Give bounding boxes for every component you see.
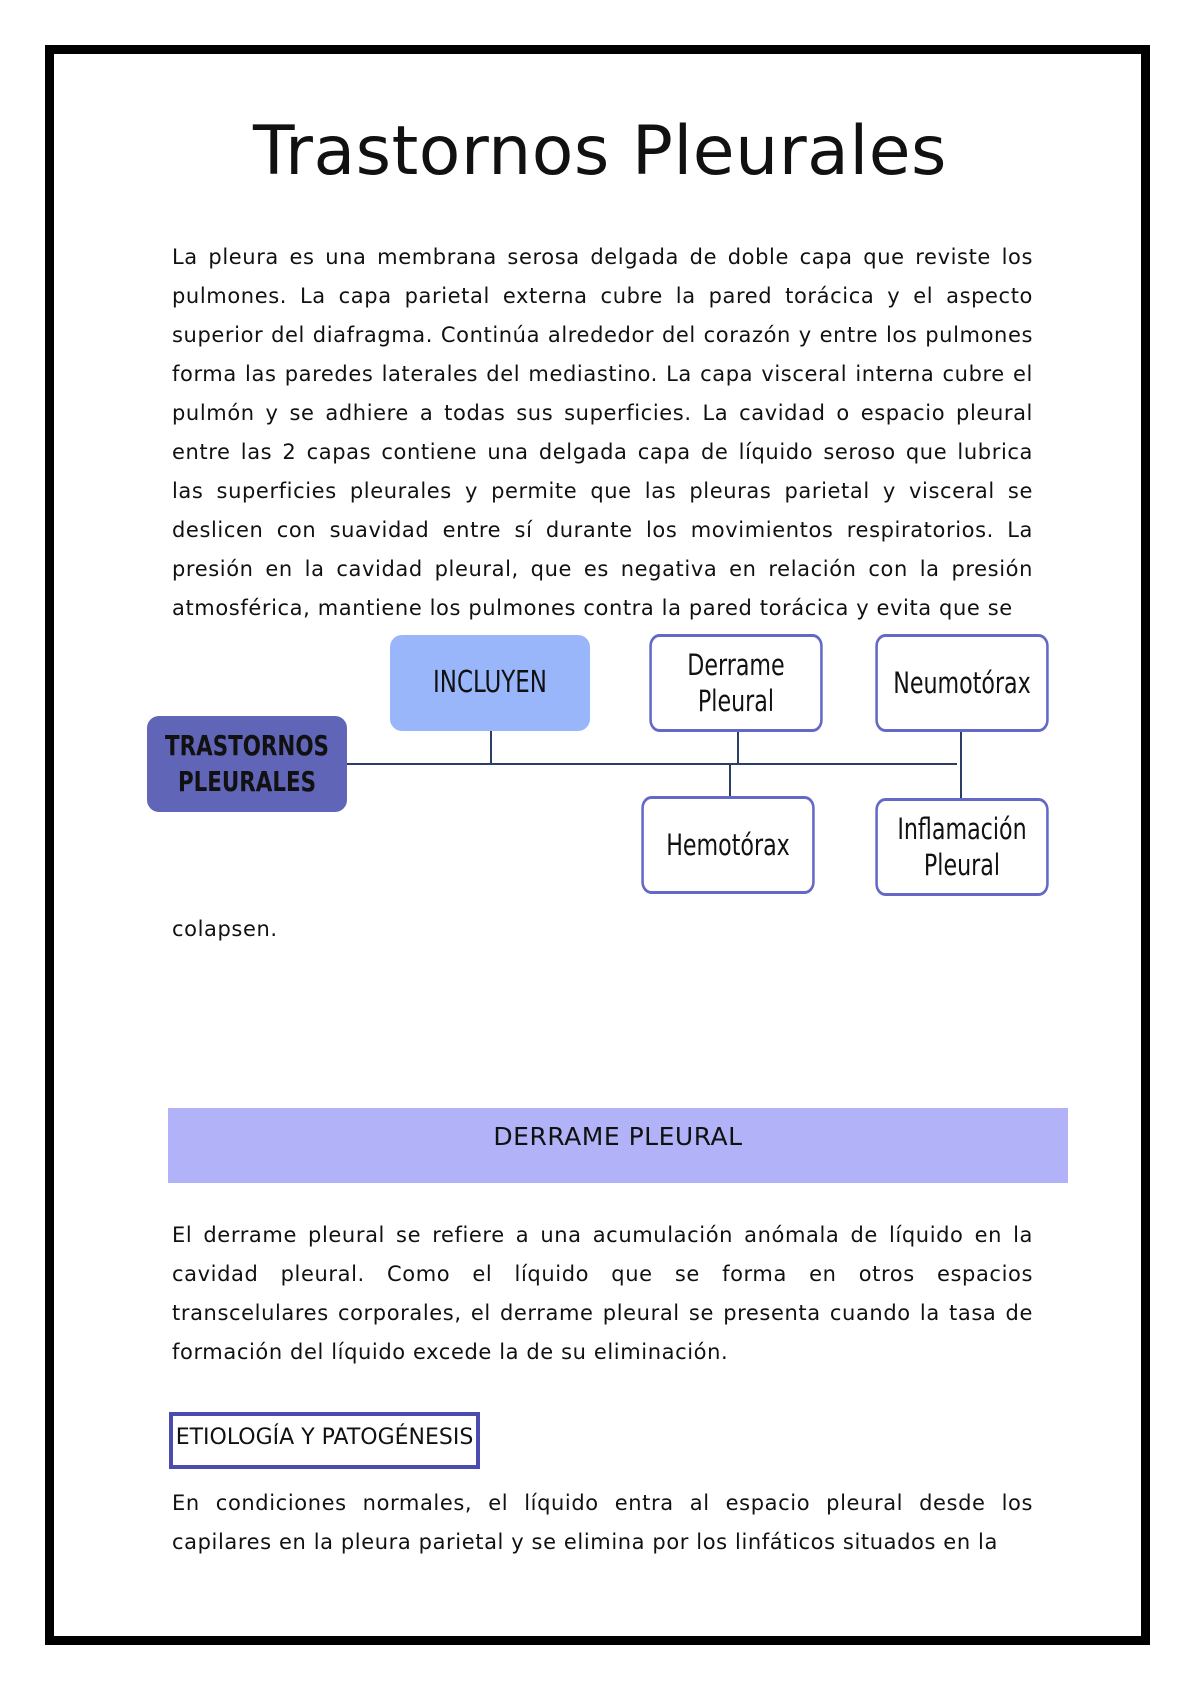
intro-paragraph: La pleura es una membrana serosa delgada de doble capa que reviste los pulmones. La capa parietal externa cubre la pared torácica y el aspecto superior del diafragma. Continúa alrededor del corazón y entre los pulmones forma las paredes laterales del mediastino. La capa visceral interna cubre el pulmón y se adhiere a todas sus superficies. La cavidad o espacio pleural entre las 2 capas contiene una delgada capa de líquido seroso que lubrica las superficies pleurales y permite que las pleuras parietal y visceral se deslicen con suavidad entre sí durante los movimientos respiratorios. La presión en la cavidad pleural, que es negativa en relación con la presión atmosférica, mantiene los pulmones contra la pared torácica y evita que se bbox=[172, 245, 1033, 620]
item-node-hemotorax-label: Hemotórax bbox=[666, 828, 790, 862]
section-banner-title: DERRAME PLEURAL bbox=[493, 1122, 743, 1151]
connector-neumotorax bbox=[960, 731, 962, 764]
connector-inflamacion bbox=[960, 764, 962, 798]
item-node-neumotorax-label: Neumotórax bbox=[893, 666, 1031, 700]
connector-hemotorax bbox=[729, 764, 731, 796]
item-node-derrame bbox=[649, 634, 822, 732]
item-node-inflamacion bbox=[875, 798, 1048, 896]
item-node-inflamacion-label: Inflamación Pleural bbox=[897, 812, 1027, 882]
etiologia-paragraph: En condiciones normales, el líquido entra al espacio pleural desde los capilares en la pleura parietal y se elimina por los linfáticos situados en la bbox=[172, 1491, 1033, 1554]
page-title: Trastornos Pleurales bbox=[253, 112, 947, 191]
intro-paragraph-tail: colapsen. bbox=[172, 917, 278, 941]
root-node bbox=[147, 716, 347, 812]
section-banner bbox=[168, 1108, 1068, 1183]
disorders-diagram bbox=[140, 630, 1080, 910]
connector-horizontal bbox=[347, 763, 957, 765]
connector-derrame bbox=[737, 731, 739, 764]
connector-node bbox=[390, 635, 590, 731]
subsection-heading: ETIOLOGÍA Y PATOGÉNESIS bbox=[175, 1425, 474, 1450]
item-node-hemotorax bbox=[641, 796, 814, 894]
derrame-paragraph: El derrame pleural se refiere a una acumulación anómala de líquido en la cavidad pleural. Como el líquido que se forma en otros espacios transcelulares corporales, el derrame pleural se presenta cuando la tasa de formación del líquido excede la de su eliminación. bbox=[172, 1223, 1033, 1364]
subsection-heading-box bbox=[169, 1412, 480, 1469]
item-node-neumotorax bbox=[875, 634, 1048, 732]
item-node-derrame-label: Derrame Pleural bbox=[687, 648, 785, 718]
connector-incluyen bbox=[490, 731, 492, 764]
connector-node-label: INCLUYEN bbox=[433, 665, 547, 700]
root-node-label: TRASTORNOS PLEURALES bbox=[165, 729, 329, 798]
